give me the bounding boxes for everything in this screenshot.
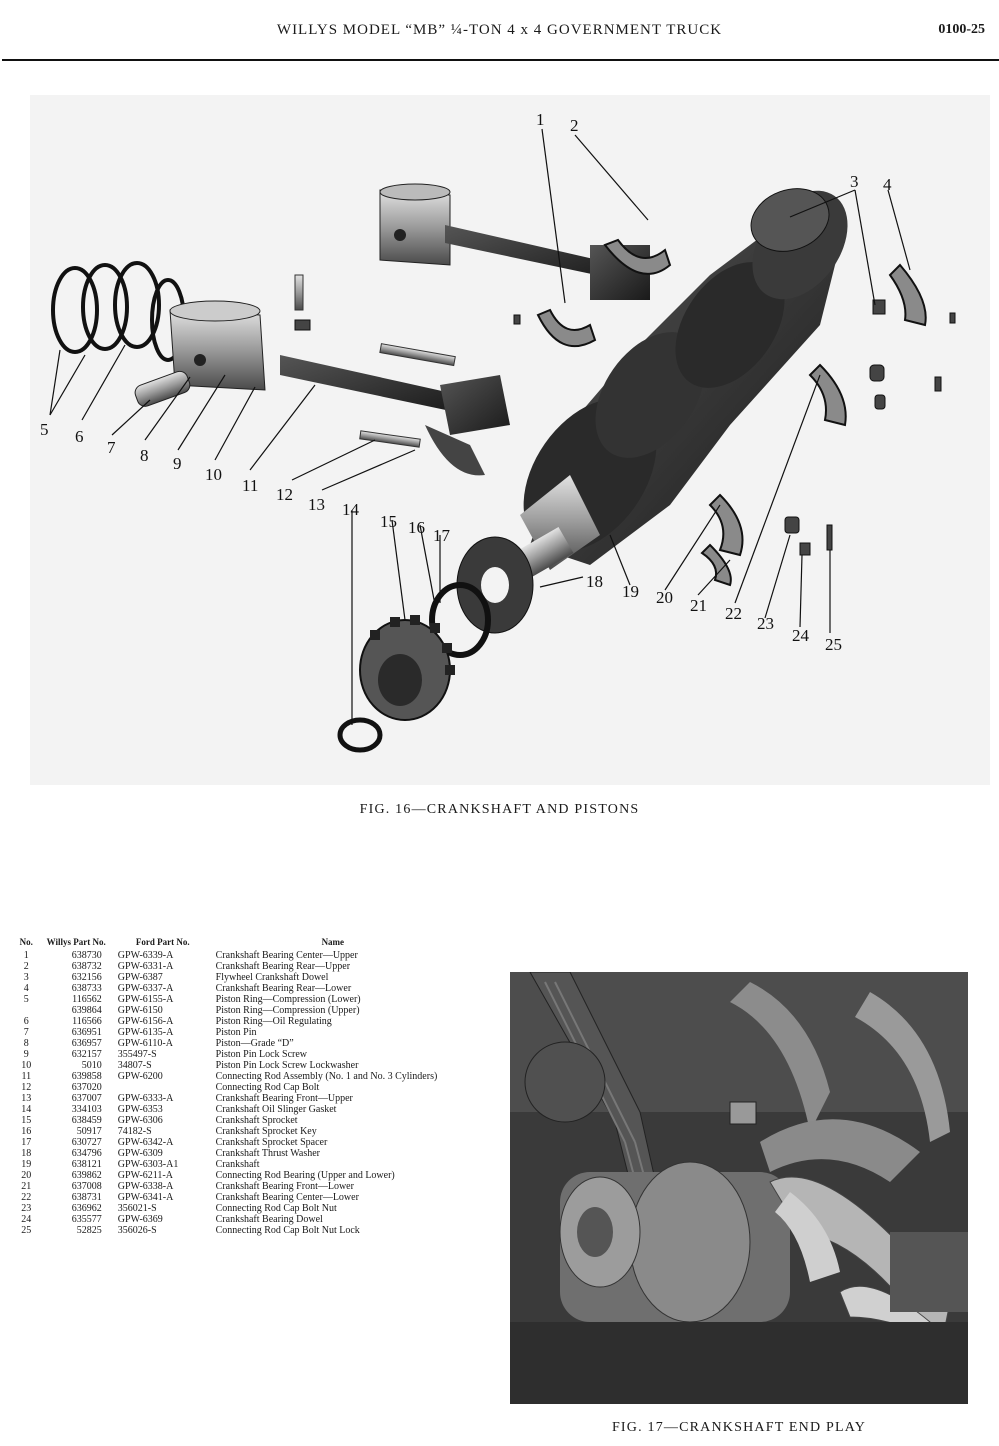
willys-part-cell: 638121: [71, 1159, 102, 1170]
part-name-cell: Crankshaft Bearing Center—Lower: [215, 1192, 359, 1203]
ford-part-cell: GPW-6341-A: [117, 1192, 174, 1203]
callout-9: 9: [173, 454, 182, 473]
table-row: [12, 1093, 452, 1104]
table-row: [12, 1225, 452, 1236]
part-name-cell: Piston Ring—Compression (Upper): [215, 1005, 360, 1016]
part-name-cell: Connecting Rod Cap Bolt Nut Lock: [215, 1225, 360, 1236]
part-name-cell: Crankshaft Sprocket: [215, 1115, 298, 1126]
table-row: [12, 1038, 452, 1049]
ford-part-cell: GPW-6211-A: [117, 1170, 173, 1181]
col-header-ford-part-no: Ford Part No.: [135, 937, 190, 947]
callout-20: 20: [656, 588, 673, 607]
part-name-cell: Crankshaft Bearing Front—Upper: [215, 1093, 353, 1104]
part-no-cell: [12, 1005, 41, 1016]
ford-part-cell: GPW-6331-A: [117, 961, 174, 972]
callout-17: 17: [433, 526, 450, 545]
part-no-cell: 5: [23, 994, 29, 1005]
table-row: [12, 1170, 452, 1181]
willys-part-cell: 638733: [71, 983, 102, 994]
part-name-cell: Piston Ring—Compression (Lower): [215, 994, 361, 1005]
figure-16-caption: FIG. 16—CRANKSHAFT AND PISTONS: [359, 802, 640, 817]
exploded-view-drawing: [30, 95, 990, 785]
willys-part-cell: 637007: [71, 1093, 102, 1104]
ford-part-cell: 356026-S: [117, 1225, 157, 1236]
part-name-cell: Crankshaft Bearing Front—Lower: [215, 1181, 354, 1192]
callout-16: 16: [408, 518, 425, 537]
table-row: [12, 1049, 452, 1060]
callout-21: 21: [690, 596, 707, 615]
part-no-cell: 16: [21, 1126, 32, 1137]
part-no-cell: 9: [23, 1049, 29, 1060]
part-name-cell: Crankshaft Sprocket Key: [215, 1126, 317, 1137]
willys-part-cell: 638732: [71, 961, 102, 972]
table-row: [12, 1159, 452, 1170]
table-row: [12, 1137, 452, 1148]
willys-part-cell: 636951: [71, 1027, 102, 1038]
willys-part-cell: 639858: [71, 1071, 102, 1082]
willys-part-cell: 638730: [71, 950, 102, 961]
col-header-willys-part-no: Willys Part No.: [46, 937, 106, 947]
ford-part-cell: GPW-6387: [117, 972, 163, 983]
crankshaft-pistons-illustration: [30, 95, 990, 785]
part-no-cell: 6: [23, 1016, 29, 1027]
willys-part-cell: 637008: [71, 1181, 102, 1192]
crankshaft-end-play-photo: [510, 972, 968, 1404]
part-no-cell: 11: [21, 1071, 32, 1082]
part-name-cell: Crankshaft Sprocket Spacer: [215, 1137, 328, 1148]
part-no-cell: 14: [21, 1104, 32, 1115]
callout-8: 8: [140, 446, 149, 465]
table-row: [12, 972, 452, 983]
part-name-cell: Crankshaft Oil Slinger Gasket: [215, 1104, 337, 1115]
part-name-cell: Piston Ring—Oil Regulating: [215, 1016, 332, 1027]
ford-part-cell: GPW-6337-A: [117, 983, 174, 994]
table-row: [12, 1060, 452, 1071]
willys-part-cell: 50917: [76, 1126, 102, 1137]
part-name-cell: Connecting Rod Assembly (No. 1 and No. 3 Cylinders): [215, 1071, 438, 1082]
table-row: [12, 1214, 452, 1225]
ford-part-cell: GPW-6110-A: [117, 1038, 173, 1049]
header-rule: [2, 59, 999, 61]
part-name-cell: Connecting Rod Bearing (Upper and Lower): [215, 1170, 395, 1181]
callout-15: 15: [380, 512, 397, 531]
part-name-cell: Crankshaft Bearing Dowel: [215, 1214, 323, 1225]
table-row: [12, 1115, 452, 1126]
willys-part-cell: 636957: [71, 1038, 102, 1049]
table-row: [12, 994, 452, 1005]
part-name-cell: Connecting Rod Cap Bolt Nut: [215, 1203, 337, 1214]
parts-table-header: [12, 938, 452, 950]
figure-17-caption: FIG. 17—CRANKSHAFT END PLAY: [611, 1420, 867, 1435]
parts-table: [12, 938, 452, 1236]
table-row: [12, 1016, 452, 1027]
table-row: [12, 1192, 452, 1203]
ford-part-cell: GPW-6135-A: [117, 1027, 174, 1038]
part-no-cell: 21: [21, 1181, 32, 1192]
table-row: [12, 1104, 452, 1115]
willys-part-cell: 5010: [81, 1060, 102, 1071]
ford-part-cell: GPW-6306: [117, 1115, 163, 1126]
callout-4: 4: [883, 175, 892, 194]
part-no-cell: 4: [23, 983, 29, 994]
part-name-cell: Connecting Rod Cap Bolt: [215, 1082, 320, 1093]
callout-6: 6: [75, 427, 84, 446]
page-title: WILLYS MODEL “MB” ¼-TON 4 x 4 GOVERNMENT TRUCK: [276, 22, 723, 38]
willys-part-cell: 639864: [71, 1005, 102, 1016]
callout-12: 12: [276, 485, 293, 504]
part-name-cell: Crankshaft: [215, 1159, 260, 1170]
willys-part-cell: 116562: [72, 994, 102, 1005]
callout-18: 18: [586, 572, 603, 591]
callout-24: 24: [792, 626, 809, 645]
willys-part-cell: 638459: [71, 1115, 102, 1126]
ford-part-cell: 355497-S: [117, 1049, 157, 1060]
willys-part-cell: 639862: [71, 1170, 102, 1181]
part-no-cell: 12: [21, 1082, 32, 1093]
part-no-cell: 25: [21, 1225, 32, 1236]
ford-part-cell: GPW-6200: [117, 1071, 163, 1082]
callout-11: 11: [242, 476, 259, 495]
ford-part-cell: [112, 1082, 214, 1093]
table-row: [12, 950, 452, 961]
part-no-cell: 15: [21, 1115, 32, 1126]
table-row: [12, 1027, 452, 1038]
ford-part-cell: 74182-S: [117, 1126, 152, 1137]
ford-part-cell: GPW-6338-A: [117, 1181, 174, 1192]
table-row: [12, 1082, 452, 1093]
willys-part-cell: 635577: [71, 1214, 102, 1225]
part-name-cell: Crankshaft Bearing Center—Upper: [215, 950, 358, 961]
ford-part-cell: GPW-6156-A: [117, 1016, 174, 1027]
part-name-cell: Piston—Grade “D”: [215, 1038, 294, 1049]
table-row: [12, 1203, 452, 1214]
ford-part-cell: GPW-6155-A: [117, 994, 174, 1005]
willys-part-cell: 636962: [71, 1203, 102, 1214]
part-no-cell: 18: [21, 1148, 32, 1159]
callout-22: 22: [725, 604, 742, 623]
col-header-name: Name: [321, 937, 345, 947]
callout-23: 23: [757, 614, 774, 633]
part-name-cell: Flywheel Crankshaft Dowel: [215, 972, 329, 983]
callout-5: 5: [40, 420, 49, 439]
part-no-cell: 19: [21, 1159, 32, 1170]
callout-2: 2: [570, 116, 579, 135]
ford-part-cell: GPW-6342-A: [117, 1137, 174, 1148]
callout-1: 1: [536, 110, 545, 129]
part-name-cell: Piston Pin Lock Screw: [215, 1049, 308, 1060]
ford-part-cell: 34807-S: [117, 1060, 152, 1071]
callout-19: 19: [622, 582, 639, 601]
table-row: [12, 983, 452, 994]
end-play-photo-drawing: [510, 972, 968, 1404]
table-row: [12, 1181, 452, 1192]
callout-14: 14: [342, 500, 359, 519]
part-no-cell: 8: [23, 1038, 29, 1049]
willys-part-cell: 630727: [71, 1137, 102, 1148]
part-no-cell: 20: [21, 1170, 32, 1181]
ford-part-cell: GPW-6353: [117, 1104, 163, 1115]
willys-part-cell: 632157: [71, 1049, 102, 1060]
willys-part-cell: 634796: [71, 1148, 102, 1159]
ford-part-cell: GPW-6339-A: [117, 950, 174, 961]
part-name-cell: Piston Pin: [215, 1027, 257, 1038]
willys-part-cell: 637020: [71, 1082, 102, 1093]
page-header: [0, 0, 999, 64]
parts-table-body: [12, 950, 452, 1236]
callout-13: 13: [308, 495, 325, 514]
willys-part-cell: 334103: [71, 1104, 102, 1115]
table-row: [12, 1071, 452, 1082]
table-row: [12, 1005, 452, 1016]
willys-part-cell: 638731: [71, 1192, 102, 1203]
ford-part-cell: GPW-6150: [117, 1005, 163, 1016]
col-header-no: No.: [19, 937, 33, 947]
part-no-cell: 7: [23, 1027, 29, 1038]
willys-part-cell: 116566: [72, 1016, 102, 1027]
callout-25: 25: [825, 635, 842, 654]
part-no-cell: 22: [21, 1192, 32, 1203]
table-row: [12, 1148, 452, 1159]
ford-part-cell: GPW-6369: [117, 1214, 163, 1225]
ford-part-cell: GPW-6303-A1: [117, 1159, 179, 1170]
part-no-cell: 13: [21, 1093, 32, 1104]
ford-part-cell: 356021-S: [117, 1203, 157, 1214]
part-no-cell: 1: [23, 950, 29, 961]
part-no-cell: 24: [21, 1214, 32, 1225]
part-name-cell: Crankshaft Thrust Washer: [215, 1148, 321, 1159]
part-no-cell: 17: [21, 1137, 32, 1148]
callout-7: 7: [107, 438, 116, 457]
callout-3: 3: [850, 172, 859, 191]
part-no-cell: 3: [23, 972, 29, 983]
willys-part-cell: 52825: [76, 1225, 102, 1236]
willys-part-cell: 632156: [71, 972, 102, 983]
part-no-cell: 2: [23, 961, 29, 972]
part-name-cell: Crankshaft Bearing Rear—Upper: [215, 961, 351, 972]
page-number: 0100-25: [938, 22, 985, 37]
ford-part-cell: GPW-6333-A: [117, 1093, 174, 1104]
part-name-cell: Piston Pin Lock Screw Lockwasher: [215, 1060, 359, 1071]
part-no-cell: 23: [21, 1203, 32, 1214]
table-row: [12, 1126, 452, 1137]
part-name-cell: Crankshaft Bearing Rear—Lower: [215, 983, 352, 994]
part-no-cell: 10: [21, 1060, 32, 1071]
ford-part-cell: GPW-6309: [117, 1148, 163, 1159]
table-row: [12, 961, 452, 972]
callout-10: 10: [205, 465, 222, 484]
